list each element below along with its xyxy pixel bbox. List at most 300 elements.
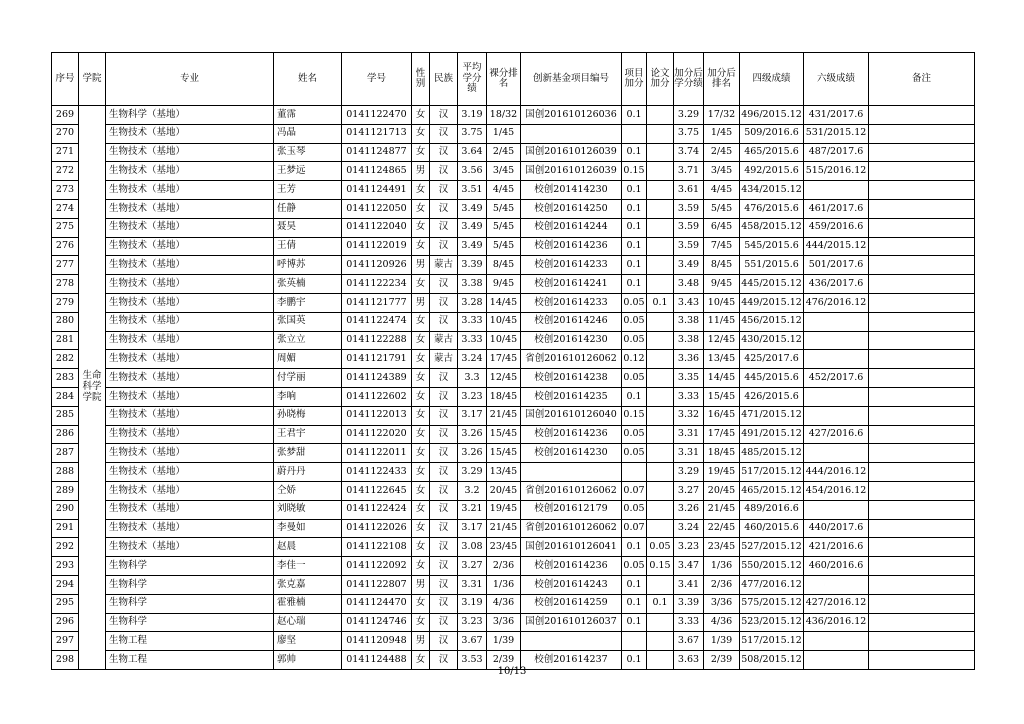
table-row bbox=[52, 275, 975, 294]
cell-gpa: 3.38 bbox=[458, 275, 487, 294]
cell-project-no: 省创201610126062 bbox=[521, 519, 622, 538]
cell-student-id: 0141122040 bbox=[342, 218, 412, 237]
cell-major: 生物技术（基地） bbox=[106, 162, 274, 181]
cell-name: 霍雅楠 bbox=[274, 594, 342, 613]
cell-gpa-after: 3.31 bbox=[674, 425, 704, 444]
cell-gender: 女 bbox=[412, 275, 430, 294]
cell-rank-after: 2/36 bbox=[704, 575, 740, 594]
cell-rank-after: 12/45 bbox=[704, 331, 740, 350]
cell-cet4: 492/2015.6 bbox=[740, 162, 804, 181]
cell-major: 生物技术（基地） bbox=[106, 331, 274, 350]
cell-cet6 bbox=[804, 575, 869, 594]
cell-remark bbox=[869, 575, 975, 594]
cell-class-rank: 1/45 bbox=[487, 124, 521, 143]
table-row bbox=[52, 331, 975, 350]
cell-gender: 女 bbox=[412, 613, 430, 632]
cell-remark bbox=[869, 181, 975, 200]
cell-name: 王芳 bbox=[274, 181, 342, 200]
cell-paper-bonus bbox=[647, 575, 674, 594]
cell-gender: 男 bbox=[412, 162, 430, 181]
cell-ethnicity: 汉 bbox=[430, 481, 458, 500]
cell-rank-after: 6/45 bbox=[704, 218, 740, 237]
table-row bbox=[52, 312, 975, 331]
cell-cet4: 465/2015.12 bbox=[740, 481, 804, 500]
cell-cet4: 545/2015.6 bbox=[740, 237, 804, 256]
cell-gpa-after: 3.26 bbox=[674, 500, 704, 519]
cell-ethnicity: 汉 bbox=[430, 181, 458, 200]
header-project-bonus: 项目加分 bbox=[622, 53, 647, 106]
cell-rank-after: 11/45 bbox=[704, 312, 740, 331]
cell-name: 张立立 bbox=[274, 331, 342, 350]
cell-paper-bonus bbox=[647, 369, 674, 388]
cell-seq: 274 bbox=[52, 199, 79, 218]
header-name: 姓名 bbox=[274, 53, 342, 106]
cell-gender: 男 bbox=[412, 293, 430, 312]
header-project-no: 创新基金项目编号 bbox=[521, 53, 622, 106]
cell-gpa-after: 3.36 bbox=[674, 350, 704, 369]
cell-cet6 bbox=[804, 331, 869, 350]
cell-seq: 286 bbox=[52, 425, 79, 444]
cell-class-rank: 10/45 bbox=[487, 312, 521, 331]
cell-ethnicity: 汉 bbox=[430, 538, 458, 557]
cell-gpa-after: 3.29 bbox=[674, 106, 704, 125]
cell-cet6 bbox=[804, 406, 869, 425]
cell-class-rank: 19/45 bbox=[487, 500, 521, 519]
cell-student-id: 0141122602 bbox=[342, 387, 412, 406]
cell-gpa-after: 3.38 bbox=[674, 312, 704, 331]
cell-gpa: 3.49 bbox=[458, 199, 487, 218]
cell-major: 生物技术（基地） bbox=[106, 124, 274, 143]
cell-gpa: 3.24 bbox=[458, 350, 487, 369]
cell-name: 任静 bbox=[274, 199, 342, 218]
cell-project-bonus bbox=[622, 632, 647, 651]
cell-seq: 275 bbox=[52, 218, 79, 237]
cell-class-rank: 20/45 bbox=[487, 481, 521, 500]
cell-gpa-after: 3.63 bbox=[674, 651, 704, 670]
cell-project-bonus: 0.1 bbox=[622, 199, 647, 218]
table-row bbox=[52, 444, 975, 463]
cell-major: 生物科学 bbox=[106, 557, 274, 576]
cell-project-bonus: 0.07 bbox=[622, 519, 647, 538]
cell-ethnicity: 汉 bbox=[430, 218, 458, 237]
header-major: 专业 bbox=[106, 53, 274, 106]
cell-major: 生物科学 bbox=[106, 594, 274, 613]
cell-major: 生物技术（基地） bbox=[106, 425, 274, 444]
cell-remark bbox=[869, 594, 975, 613]
cell-project-no: 国创201610126039 bbox=[521, 162, 622, 181]
cell-project-no: 校创201614233 bbox=[521, 293, 622, 312]
cell-gpa-after: 3.49 bbox=[674, 256, 704, 275]
cell-student-id: 0141120926 bbox=[342, 256, 412, 275]
cell-paper-bonus bbox=[647, 613, 674, 632]
cell-name: 王君宇 bbox=[274, 425, 342, 444]
cell-ethnicity: 汉 bbox=[430, 632, 458, 651]
cell-name: 周媚 bbox=[274, 350, 342, 369]
cell-ethnicity: 汉 bbox=[430, 425, 458, 444]
cell-cet6 bbox=[804, 500, 869, 519]
cell-rank-after: 17/32 bbox=[704, 106, 740, 125]
cell-gender: 女 bbox=[412, 519, 430, 538]
cell-seq: 279 bbox=[52, 293, 79, 312]
cell-class-rank: 10/45 bbox=[487, 331, 521, 350]
cell-name: 郭帅 bbox=[274, 651, 342, 670]
cell-remark bbox=[869, 199, 975, 218]
cell-major: 生物技术（基地） bbox=[106, 538, 274, 557]
cell-cet4: 523/2015.12 bbox=[740, 613, 804, 632]
cell-class-rank: 1/39 bbox=[487, 632, 521, 651]
cell-paper-bonus bbox=[647, 181, 674, 200]
cell-cet4: 430/2015.12 bbox=[740, 331, 804, 350]
cell-gpa-after: 3.59 bbox=[674, 237, 704, 256]
cell-seq: 281 bbox=[52, 331, 79, 350]
cell-ethnicity: 汉 bbox=[430, 275, 458, 294]
cell-paper-bonus bbox=[647, 444, 674, 463]
cell-remark bbox=[869, 481, 975, 500]
cell-paper-bonus bbox=[647, 463, 674, 482]
table-row bbox=[52, 632, 975, 651]
cell-project-no: 国创201610126036 bbox=[521, 106, 622, 125]
cell-gender: 女 bbox=[412, 651, 430, 670]
cell-gpa-after: 3.33 bbox=[674, 613, 704, 632]
cell-student-id: 0141122288 bbox=[342, 331, 412, 350]
cell-student-id: 0141122019 bbox=[342, 237, 412, 256]
cell-gpa: 3.28 bbox=[458, 293, 487, 312]
cell-remark bbox=[869, 275, 975, 294]
header-college: 学院 bbox=[79, 53, 106, 106]
cell-ethnicity: 汉 bbox=[430, 519, 458, 538]
cell-name: 李鹏宇 bbox=[274, 293, 342, 312]
cell-cet6: 454/2016.12 bbox=[804, 481, 869, 500]
cell-student-id: 0141124470 bbox=[342, 594, 412, 613]
cell-seq: 292 bbox=[52, 538, 79, 557]
cell-class-rank: 15/45 bbox=[487, 444, 521, 463]
cell-gender: 女 bbox=[412, 143, 430, 162]
cell-class-rank: 15/45 bbox=[487, 425, 521, 444]
cell-seq: 289 bbox=[52, 481, 79, 500]
cell-major: 生物技术（基地） bbox=[106, 406, 274, 425]
score-table bbox=[51, 52, 975, 670]
header-paper-bonus: 论文加分 bbox=[647, 53, 674, 106]
cell-remark bbox=[869, 406, 975, 425]
cell-student-id: 0141122424 bbox=[342, 500, 412, 519]
cell-name: 廖坚 bbox=[274, 632, 342, 651]
cell-project-no: 省创201610126062 bbox=[521, 350, 622, 369]
cell-seq: 296 bbox=[52, 613, 79, 632]
cell-gpa: 3.26 bbox=[458, 425, 487, 444]
cell-project-bonus bbox=[622, 124, 647, 143]
cell-gpa-after: 3.24 bbox=[674, 519, 704, 538]
table-row bbox=[52, 519, 975, 538]
cell-project-no: 校创201614236 bbox=[521, 557, 622, 576]
cell-project-bonus: 0.05 bbox=[622, 557, 647, 576]
cell-major: 生物技术（基地） bbox=[106, 463, 274, 482]
cell-remark bbox=[869, 500, 975, 519]
cell-gpa-after: 3.35 bbox=[674, 369, 704, 388]
cell-project-no: 校创201614230 bbox=[521, 331, 622, 350]
cell-class-rank: 3/36 bbox=[487, 613, 521, 632]
cell-student-id: 0141122234 bbox=[342, 275, 412, 294]
cell-gender: 女 bbox=[412, 538, 430, 557]
cell-rank-after: 3/36 bbox=[704, 594, 740, 613]
cell-major: 生物技术（基地） bbox=[106, 387, 274, 406]
cell-class-rank: 3/45 bbox=[487, 162, 521, 181]
cell-class-rank: 21/45 bbox=[487, 519, 521, 538]
cell-cet4: 460/2015.6 bbox=[740, 519, 804, 538]
cell-cet4: 471/2015.12 bbox=[740, 406, 804, 425]
cell-seq: 276 bbox=[52, 237, 79, 256]
cell-cet4: 491/2015.12 bbox=[740, 425, 804, 444]
cell-project-no bbox=[521, 124, 622, 143]
cell-project-bonus: 0.15 bbox=[622, 406, 647, 425]
cell-gender: 女 bbox=[412, 444, 430, 463]
cell-student-id: 0141124877 bbox=[342, 143, 412, 162]
cell-ethnicity: 汉 bbox=[430, 312, 458, 331]
cell-student-id: 0141121777 bbox=[342, 293, 412, 312]
cell-gender: 男 bbox=[412, 256, 430, 275]
cell-ethnicity: 汉 bbox=[430, 143, 458, 162]
cell-cet4: 445/2015.12 bbox=[740, 275, 804, 294]
cell-project-bonus: 0.05 bbox=[622, 425, 647, 444]
cell-rank-after: 22/45 bbox=[704, 519, 740, 538]
cell-ethnicity: 汉 bbox=[430, 369, 458, 388]
cell-gpa: 3.17 bbox=[458, 406, 487, 425]
cell-cet4: 476/2015.6 bbox=[740, 199, 804, 218]
cell-gender: 女 bbox=[412, 463, 430, 482]
cell-remark bbox=[869, 613, 975, 632]
cell-rank-after: 10/45 bbox=[704, 293, 740, 312]
cell-paper-bonus bbox=[647, 481, 674, 500]
cell-gpa-after: 3.41 bbox=[674, 575, 704, 594]
cell-rank-after: 21/45 bbox=[704, 500, 740, 519]
cell-student-id: 0141124491 bbox=[342, 181, 412, 200]
cell-rank-after: 5/45 bbox=[704, 199, 740, 218]
cell-gpa-after: 3.31 bbox=[674, 444, 704, 463]
cell-project-bonus: 0.05 bbox=[622, 312, 647, 331]
table-row bbox=[52, 199, 975, 218]
cell-cet4: 527/2015.12 bbox=[740, 538, 804, 557]
cell-remark bbox=[869, 557, 975, 576]
cell-gender: 女 bbox=[412, 425, 430, 444]
header-ethnicity: 民族 bbox=[430, 53, 458, 106]
cell-project-no: 国创201610126039 bbox=[521, 143, 622, 162]
cell-gpa-after: 3.75 bbox=[674, 124, 704, 143]
cell-seq: 293 bbox=[52, 557, 79, 576]
cell-cet4: 550/2015.12 bbox=[740, 557, 804, 576]
table-row bbox=[52, 124, 975, 143]
cell-cet4: 465/2015.6 bbox=[740, 143, 804, 162]
cell-cet6: 452/2017.6 bbox=[804, 369, 869, 388]
cell-rank-after: 17/45 bbox=[704, 425, 740, 444]
cell-cet4: 496/2015.12 bbox=[740, 106, 804, 125]
cell-cet6: 440/2017.6 bbox=[804, 519, 869, 538]
cell-remark bbox=[869, 162, 975, 181]
cell-seq: 287 bbox=[52, 444, 79, 463]
cell-project-bonus: 0.1 bbox=[622, 181, 647, 200]
cell-rank-after: 1/45 bbox=[704, 124, 740, 143]
cell-rank-after: 9/45 bbox=[704, 275, 740, 294]
cell-gpa-after: 3.67 bbox=[674, 632, 704, 651]
cell-seq: 298 bbox=[52, 651, 79, 670]
cell-project-no: 校创201614230 bbox=[521, 444, 622, 463]
cell-ethnicity: 汉 bbox=[430, 613, 458, 632]
cell-student-id: 0141122470 bbox=[342, 106, 412, 125]
cell-gender: 女 bbox=[412, 350, 430, 369]
cell-name: 王梦远 bbox=[274, 162, 342, 181]
cell-project-no: 校创201614243 bbox=[521, 575, 622, 594]
table-row bbox=[52, 106, 975, 125]
cell-remark bbox=[869, 331, 975, 350]
cell-project-bonus: 0.1 bbox=[622, 575, 647, 594]
cell-project-no: 校创201614235 bbox=[521, 387, 622, 406]
cell-gpa-after: 3.23 bbox=[674, 538, 704, 557]
cell-rank-after: 1/39 bbox=[704, 632, 740, 651]
cell-paper-bonus bbox=[647, 519, 674, 538]
cell-gpa: 3.19 bbox=[458, 594, 487, 613]
cell-cet6: 421/2016.6 bbox=[804, 538, 869, 557]
cell-rank-after: 8/45 bbox=[704, 256, 740, 275]
cell-gpa: 3.3 bbox=[458, 369, 487, 388]
cell-gpa: 3.56 bbox=[458, 162, 487, 181]
cell-gpa: 3.23 bbox=[458, 387, 487, 406]
cell-project-bonus: 0.1 bbox=[622, 613, 647, 632]
cell-name: 张梦甜 bbox=[274, 444, 342, 463]
cell-class-rank: 5/45 bbox=[487, 218, 521, 237]
cell-project-no: 校创201614238 bbox=[521, 369, 622, 388]
cell-class-rank: 8/45 bbox=[487, 256, 521, 275]
cell-gpa: 3.49 bbox=[458, 218, 487, 237]
cell-student-id: 0141124746 bbox=[342, 613, 412, 632]
table-row bbox=[52, 218, 975, 237]
cell-cet6 bbox=[804, 181, 869, 200]
cell-name: 王倩 bbox=[274, 237, 342, 256]
cell-rank-after: 13/45 bbox=[704, 350, 740, 369]
cell-cet6 bbox=[804, 444, 869, 463]
cell-rank-after: 4/45 bbox=[704, 181, 740, 200]
cell-remark bbox=[869, 218, 975, 237]
cell-cet4: 456/2015.12 bbox=[740, 312, 804, 331]
cell-project-no: 校创201614244 bbox=[521, 218, 622, 237]
cell-gender: 女 bbox=[412, 199, 430, 218]
cell-project-no: 国创201610126040 bbox=[521, 406, 622, 425]
cell-project-no: 校创201614233 bbox=[521, 256, 622, 275]
cell-project-bonus: 0.12 bbox=[622, 350, 647, 369]
cell-project-bonus: 0.1 bbox=[622, 106, 647, 125]
cell-remark bbox=[869, 312, 975, 331]
header-cet6: 六级成绩 bbox=[804, 53, 869, 106]
cell-name: 仝娇 bbox=[274, 481, 342, 500]
cell-cet4: 509/2016.6 bbox=[740, 124, 804, 143]
cell-gpa: 3.53 bbox=[458, 651, 487, 670]
cell-class-rank: 18/45 bbox=[487, 387, 521, 406]
cell-paper-bonus bbox=[647, 237, 674, 256]
cell-major: 生物技术（基地） bbox=[106, 350, 274, 369]
cell-ethnicity: 汉 bbox=[430, 444, 458, 463]
cell-paper-bonus: 0.1 bbox=[647, 293, 674, 312]
cell-project-bonus: 0.1 bbox=[622, 256, 647, 275]
cell-gender: 女 bbox=[412, 369, 430, 388]
cell-name: 李佳一 bbox=[274, 557, 342, 576]
cell-gpa: 3.2 bbox=[458, 481, 487, 500]
cell-gpa: 3.23 bbox=[458, 613, 487, 632]
cell-gpa-after: 3.59 bbox=[674, 199, 704, 218]
header-student-id: 学号 bbox=[342, 53, 412, 106]
cell-student-id: 0141122807 bbox=[342, 575, 412, 594]
cell-seq: 282 bbox=[52, 350, 79, 369]
cell-project-no: 校创201612179 bbox=[521, 500, 622, 519]
cell-class-rank: 14/45 bbox=[487, 293, 521, 312]
cell-seq: 280 bbox=[52, 312, 79, 331]
cell-ethnicity: 蒙古 bbox=[430, 256, 458, 275]
cell-ethnicity: 蒙古 bbox=[430, 331, 458, 350]
cell-seq: 290 bbox=[52, 500, 79, 519]
cell-gender: 女 bbox=[412, 312, 430, 331]
cell-name: 蔚丹丹 bbox=[274, 463, 342, 482]
table-row bbox=[52, 162, 975, 181]
cell-paper-bonus: 0.05 bbox=[647, 538, 674, 557]
table-row bbox=[52, 237, 975, 256]
cell-gender: 女 bbox=[412, 181, 430, 200]
cell-student-id: 0141122092 bbox=[342, 557, 412, 576]
cell-name: 赵晨 bbox=[274, 538, 342, 557]
cell-major: 生物技术（基地） bbox=[106, 293, 274, 312]
cell-ethnicity: 汉 bbox=[430, 199, 458, 218]
cell-remark bbox=[869, 124, 975, 143]
cell-project-no: 校创201614236 bbox=[521, 237, 622, 256]
cell-rank-after: 4/36 bbox=[704, 613, 740, 632]
table-row bbox=[52, 406, 975, 425]
cell-name: 李响 bbox=[274, 387, 342, 406]
table-row bbox=[52, 575, 975, 594]
cell-cet6: 459/2016.6 bbox=[804, 218, 869, 237]
cell-gpa-after: 3.32 bbox=[674, 406, 704, 425]
cell-gender: 女 bbox=[412, 406, 430, 425]
cell-gpa-after: 3.29 bbox=[674, 463, 704, 482]
cell-student-id: 0141124865 bbox=[342, 162, 412, 181]
header-seq: 序号 bbox=[52, 53, 79, 106]
cell-major: 生物技术（基地） bbox=[106, 444, 274, 463]
cell-cet6: 460/2016.6 bbox=[804, 557, 869, 576]
cell-project-no bbox=[521, 632, 622, 651]
cell-gender: 女 bbox=[412, 500, 430, 519]
cell-project-bonus: 0.1 bbox=[622, 143, 647, 162]
cell-ethnicity: 汉 bbox=[430, 500, 458, 519]
cell-gpa-after: 3.38 bbox=[674, 331, 704, 350]
cell-student-id: 0141122645 bbox=[342, 481, 412, 500]
cell-major: 生物技术（基地） bbox=[106, 312, 274, 331]
table-row bbox=[52, 181, 975, 200]
cell-ethnicity: 汉 bbox=[430, 106, 458, 125]
cell-seq: 291 bbox=[52, 519, 79, 538]
cell-cet4: 517/2015.12 bbox=[740, 632, 804, 651]
cell-rank-after: 18/45 bbox=[704, 444, 740, 463]
cell-cet4: 449/2015.12 bbox=[740, 293, 804, 312]
cell-student-id: 0141122433 bbox=[342, 463, 412, 482]
cell-gender: 女 bbox=[412, 387, 430, 406]
cell-major: 生物技术（基地） bbox=[106, 218, 274, 237]
cell-gpa: 3.33 bbox=[458, 312, 487, 331]
table-row bbox=[52, 557, 975, 576]
table-row bbox=[52, 143, 975, 162]
cell-project-no: 校创201614236 bbox=[521, 425, 622, 444]
cell-rank-after: 19/45 bbox=[704, 463, 740, 482]
cell-cet4: 425/2017.6 bbox=[740, 350, 804, 369]
table-row bbox=[52, 293, 975, 312]
cell-rank-after: 15/45 bbox=[704, 387, 740, 406]
cell-paper-bonus bbox=[647, 425, 674, 444]
cell-rank-after: 20/45 bbox=[704, 481, 740, 500]
cell-remark bbox=[869, 632, 975, 651]
cell-class-rank: 4/45 bbox=[487, 181, 521, 200]
